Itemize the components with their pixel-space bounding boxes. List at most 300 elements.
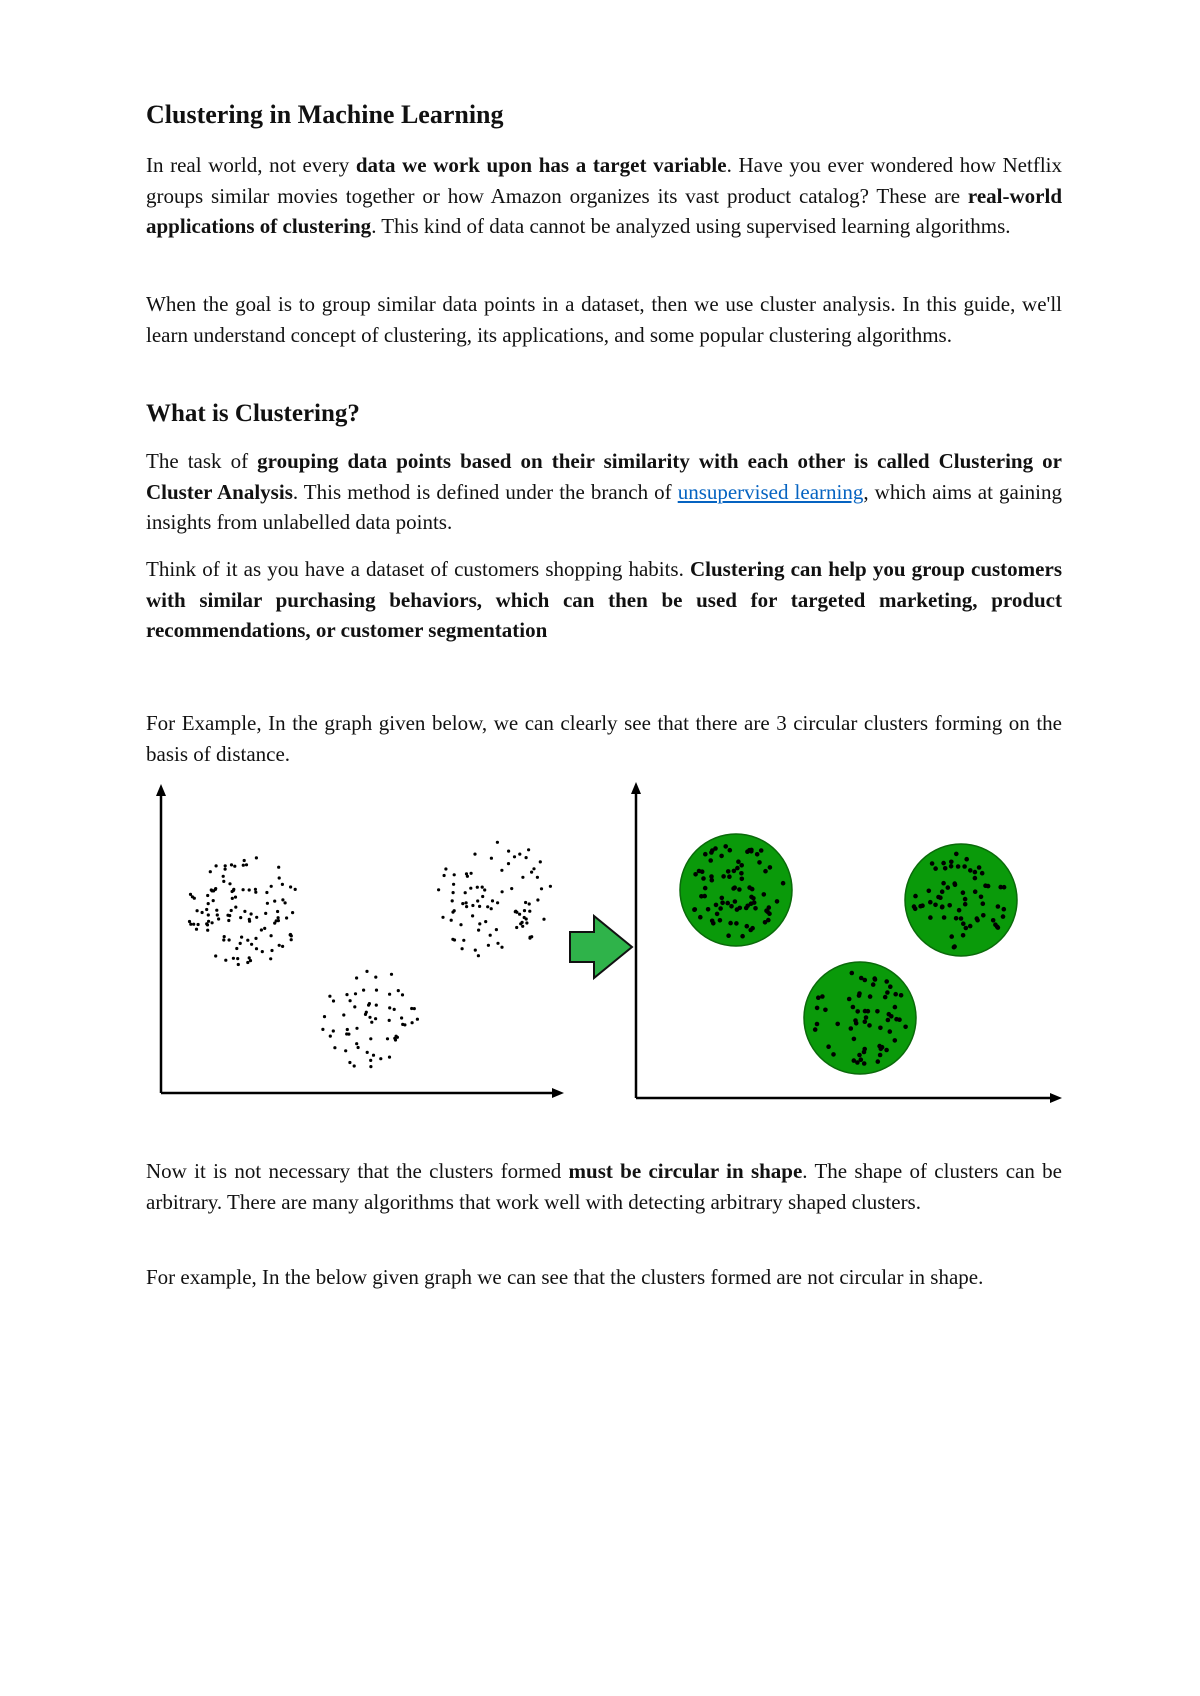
data-point <box>243 910 246 913</box>
data-point <box>940 889 945 894</box>
data-point <box>873 977 878 982</box>
data-point <box>525 917 528 920</box>
data-point <box>528 902 531 905</box>
data-point <box>745 924 750 929</box>
data-point <box>496 901 499 904</box>
data-point <box>496 841 499 844</box>
data-point <box>444 867 447 870</box>
data-point <box>968 924 973 929</box>
data-point <box>205 908 208 911</box>
data-point <box>868 994 873 999</box>
data-point <box>727 874 732 879</box>
data-point <box>699 894 704 899</box>
data-point <box>510 887 513 890</box>
data-point <box>210 888 213 891</box>
data-point <box>852 1037 857 1042</box>
data-point <box>864 1015 869 1020</box>
data-point <box>224 959 227 962</box>
data-point <box>899 993 904 998</box>
data-point <box>355 1042 358 1045</box>
data-point <box>323 1015 326 1018</box>
data-point <box>963 897 968 902</box>
data-point <box>767 905 772 910</box>
data-point <box>903 1025 908 1030</box>
data-point <box>745 849 750 854</box>
data-point <box>207 913 210 916</box>
data-point <box>230 863 233 866</box>
data-point <box>281 945 284 948</box>
data-point <box>732 869 737 874</box>
data-point <box>981 913 986 918</box>
data-point <box>461 902 464 905</box>
data-point <box>464 891 467 894</box>
data-point <box>332 999 335 1002</box>
data-point <box>755 852 760 857</box>
page-title: Clustering in Machine Learning <box>146 100 504 129</box>
data-point <box>964 857 969 862</box>
data-point <box>273 900 276 903</box>
data-point <box>703 886 708 891</box>
data-point <box>893 1005 898 1010</box>
data-point <box>859 976 864 981</box>
intro-bold-1: data we work upon has a target variable <box>355 153 727 177</box>
customers-text-1: Think of it as you have a dataset of customers shopping habits. <box>146 557 690 581</box>
data-point <box>396 1036 399 1039</box>
data-point <box>487 944 490 947</box>
intro-text-2: . Have you ever wondered how Netflix groups similar movies together or how Amazon organizes its vast product catalog? These are <box>146 153 1062 208</box>
data-point <box>216 913 219 916</box>
right-y-arrowhead-icon <box>631 782 641 794</box>
data-point <box>933 866 938 871</box>
data-point <box>920 903 925 908</box>
data-point <box>718 906 723 911</box>
data-point <box>733 899 738 904</box>
data-point <box>486 905 489 908</box>
data-point <box>443 874 446 877</box>
data-point <box>820 994 825 999</box>
intro-paragraph <box>146 150 1062 242</box>
data-point <box>850 971 855 976</box>
data-point <box>857 1053 862 1058</box>
data-point <box>483 888 486 891</box>
data-point <box>196 909 199 912</box>
data-point <box>270 885 273 888</box>
data-point <box>481 895 484 898</box>
def-text-3: , which aims at gaining insights from unlabelled data points. <box>146 479 1062 534</box>
data-point <box>333 1046 336 1049</box>
data-point <box>867 1023 872 1028</box>
data-point <box>496 942 499 945</box>
data-point <box>495 928 498 931</box>
data-point <box>235 947 238 950</box>
data-point <box>237 963 240 966</box>
data-point <box>767 911 772 916</box>
data-point <box>369 1059 372 1062</box>
data-point <box>452 883 455 886</box>
data-point <box>192 923 195 926</box>
data-point <box>721 874 726 879</box>
data-point <box>886 1018 891 1023</box>
data-point <box>964 926 969 931</box>
data-point <box>473 853 476 856</box>
data-point <box>539 860 542 863</box>
data-point <box>291 911 294 914</box>
data-point <box>362 989 365 992</box>
data-point <box>278 876 281 879</box>
data-point <box>365 970 368 973</box>
data-point <box>250 943 253 946</box>
data-point <box>942 915 947 920</box>
data-point <box>477 929 480 932</box>
data-point <box>332 1029 335 1032</box>
data-point <box>1002 885 1007 890</box>
data-point <box>968 868 973 873</box>
data-point <box>206 923 209 926</box>
data-point <box>781 881 786 886</box>
cluster-1 <box>680 834 792 946</box>
customers-bold-1: Clustering can help you group customers with similar purchasing behaviors, which can then be used for targeted marketing, product recommendations, or customer segmentation <box>146 557 1062 642</box>
data-point <box>386 1037 389 1040</box>
data-point <box>222 880 225 883</box>
data-point <box>369 1065 372 1068</box>
data-point <box>928 900 933 905</box>
data-point <box>290 938 293 941</box>
data-point <box>961 921 966 926</box>
data-point <box>490 857 493 860</box>
data-point <box>368 1016 371 1019</box>
data-point <box>749 895 754 900</box>
noncircular-example-paragraph: For example, In the below given graph we can see that the clusters formed are not circular in shape. <box>146 1265 984 1289</box>
data-point <box>248 888 251 891</box>
data-point <box>954 852 959 857</box>
data-point <box>952 945 957 950</box>
data-point <box>375 1004 378 1007</box>
data-point <box>411 1021 414 1024</box>
data-point <box>708 858 713 863</box>
data-point <box>996 904 1001 909</box>
data-point <box>469 887 472 890</box>
data-point <box>481 886 484 889</box>
data-point <box>726 933 731 938</box>
data-point <box>739 863 744 868</box>
data-point <box>476 899 479 902</box>
data-point <box>879 1047 884 1052</box>
data-point <box>884 1048 889 1053</box>
data-point <box>855 1009 860 1014</box>
data-point <box>261 950 264 953</box>
data-point <box>876 1059 881 1064</box>
data-point <box>278 944 281 947</box>
data-point <box>224 864 227 867</box>
data-point <box>453 938 456 941</box>
data-point <box>390 973 393 976</box>
data-point <box>857 993 862 998</box>
data-point <box>437 888 440 891</box>
data-point <box>401 993 404 996</box>
data-point <box>397 989 400 992</box>
data-point <box>975 916 980 921</box>
data-point <box>275 919 278 922</box>
data-point <box>230 909 233 912</box>
def-bold-1: grouping data points based on their similarity with each other is called Clustering or Cluster Analysis <box>146 449 1062 504</box>
data-point <box>212 899 215 902</box>
data-point <box>768 865 773 870</box>
data-point <box>759 848 764 853</box>
data-point <box>478 905 481 908</box>
data-point <box>477 954 480 957</box>
data-point <box>954 916 959 921</box>
data-point <box>703 852 708 857</box>
data-point <box>207 920 210 923</box>
data-point <box>370 1021 373 1024</box>
data-point <box>285 916 288 919</box>
data-point <box>413 1007 416 1010</box>
data-point <box>222 875 225 878</box>
data-point <box>713 846 718 851</box>
intro-bold-2: real-world applications of clustering <box>146 183 1062 238</box>
data-point <box>715 912 720 917</box>
data-point <box>521 921 524 924</box>
data-point <box>700 869 705 874</box>
data-point <box>962 864 967 869</box>
data-point <box>206 929 209 932</box>
data-point <box>478 922 481 925</box>
data-point <box>725 901 730 906</box>
data-point <box>242 864 245 867</box>
data-point <box>734 921 739 926</box>
unsupervised-learning-link[interactable]: unsupervised learning <box>677 479 864 504</box>
data-point <box>938 895 943 900</box>
data-point <box>403 1023 406 1026</box>
shape-text-2: . The shape of clusters can be arbitrary. There are many algorithms that work well with detecting arbitrary shaped clusters. <box>146 1159 1062 1214</box>
data-point <box>453 873 456 876</box>
data-point <box>878 1053 883 1058</box>
data-point <box>518 913 521 916</box>
data-point <box>260 928 263 931</box>
data-point <box>507 850 510 853</box>
data-point <box>973 889 978 894</box>
section-heading-what-is-clustering: What is Clustering? <box>146 400 360 427</box>
data-point <box>375 989 378 992</box>
data-point <box>775 899 780 904</box>
def-text-1: The task of <box>146 449 258 473</box>
data-point <box>835 1022 840 1027</box>
data-point <box>248 918 251 921</box>
data-point <box>214 954 217 957</box>
graph-intro-paragraph: For Example, In the graph given below, we can clearly see that there are 3 circular clusters forming on the basis of distance. <box>146 711 1062 766</box>
cluster-circle <box>905 844 1017 956</box>
data-point <box>277 866 280 869</box>
data-point <box>525 921 528 924</box>
data-point <box>740 934 745 939</box>
data-point <box>763 920 768 925</box>
data-point <box>862 1050 867 1055</box>
data-point <box>465 872 468 875</box>
data-point <box>388 1006 391 1009</box>
data-point <box>980 871 985 876</box>
data-point <box>863 1009 868 1014</box>
data-point <box>862 1061 867 1066</box>
data-point <box>227 919 230 922</box>
data-point <box>540 887 543 890</box>
data-point <box>321 1028 324 1031</box>
data-point <box>514 910 517 913</box>
data-point <box>961 933 966 938</box>
data-point <box>264 912 267 915</box>
cluster-3 <box>804 962 916 1074</box>
data-point <box>215 909 218 912</box>
data-point <box>523 909 526 912</box>
data-point <box>471 904 474 907</box>
data-point <box>329 1035 332 1038</box>
data-point <box>513 855 516 858</box>
data-point <box>294 888 297 891</box>
data-point <box>536 876 539 879</box>
data-point <box>928 915 933 920</box>
data-point <box>941 861 946 866</box>
data-point <box>709 874 714 879</box>
data-point <box>977 865 982 870</box>
data-point <box>239 916 242 919</box>
data-point <box>242 888 245 891</box>
data-point <box>236 957 239 960</box>
data-point <box>816 995 821 1000</box>
data-point <box>996 925 1001 930</box>
data-point <box>270 949 273 952</box>
clustering-figure <box>146 780 1066 1110</box>
data-point <box>849 1026 854 1031</box>
data-point <box>453 909 456 912</box>
data-point <box>254 888 257 891</box>
data-point <box>728 848 733 853</box>
data-point <box>941 881 946 886</box>
data-point <box>692 907 697 912</box>
data-point <box>211 921 214 924</box>
data-point <box>515 926 518 929</box>
cluster-2 <box>905 844 1017 956</box>
data-point <box>815 1006 820 1011</box>
data-point <box>255 856 258 859</box>
definition-paragraph <box>146 446 1062 538</box>
data-point <box>532 867 535 870</box>
data-point <box>232 888 235 891</box>
data-point <box>518 853 521 856</box>
data-point <box>349 999 352 1002</box>
data-point <box>1002 907 1007 912</box>
data-point <box>729 904 734 909</box>
data-point <box>738 906 743 911</box>
data-point <box>347 1033 350 1036</box>
data-point <box>207 902 210 905</box>
data-point <box>720 901 725 906</box>
data-point <box>959 916 964 921</box>
data-point <box>723 844 728 849</box>
data-point <box>542 918 545 921</box>
data-point <box>983 883 988 888</box>
data-point <box>269 957 272 960</box>
data-point <box>728 921 733 926</box>
data-point <box>888 984 893 989</box>
data-point <box>416 1018 419 1021</box>
data-point <box>476 886 479 889</box>
data-point <box>883 995 888 1000</box>
data-point <box>720 896 725 901</box>
data-point <box>823 1008 828 1013</box>
data-point <box>871 982 876 987</box>
data-point <box>188 920 191 923</box>
data-point <box>714 903 719 908</box>
data-point <box>981 901 986 906</box>
data-point <box>344 1049 347 1052</box>
clustering-diagram <box>146 780 1066 1110</box>
data-point <box>897 1017 902 1022</box>
data-point <box>736 859 741 864</box>
data-point <box>234 906 237 909</box>
data-point <box>369 1037 372 1040</box>
data-point <box>500 869 503 872</box>
data-point <box>471 914 474 917</box>
data-point <box>289 885 292 888</box>
data-point <box>270 934 273 937</box>
intro-text-1: In real world, not every <box>146 153 356 177</box>
shape-note-paragraph <box>146 1156 1062 1217</box>
data-point <box>737 887 742 892</box>
shape-text-1: Now it is not necessary that the clusters formed <box>146 1159 569 1183</box>
data-point <box>353 1005 356 1008</box>
data-point <box>222 938 225 941</box>
data-point <box>246 939 249 942</box>
data-point <box>693 872 698 877</box>
data-point <box>246 961 249 964</box>
data-point <box>851 1005 856 1010</box>
data-point <box>753 906 758 911</box>
data-point <box>243 859 246 862</box>
data-point <box>719 854 724 859</box>
right-x-arrowhead-icon <box>1050 1093 1062 1103</box>
data-point <box>949 860 954 865</box>
data-point <box>388 1019 391 1022</box>
data-point <box>521 876 524 879</box>
data-point <box>240 936 243 939</box>
data-point <box>963 902 968 907</box>
data-point <box>357 1046 360 1049</box>
data-point <box>263 927 266 930</box>
data-point <box>355 976 358 979</box>
data-point <box>214 888 217 891</box>
data-point <box>706 907 711 912</box>
data-point <box>859 1057 864 1062</box>
data-point <box>501 890 504 893</box>
intro-paragraph-2: When the goal is to group similar data points in a dataset, then we use cluster analysis. In this guide, we'll learn understand concept of clustering, its applications, and some popular clustering algorithms. <box>146 292 1062 347</box>
data-point <box>353 1064 356 1067</box>
data-point <box>388 993 391 996</box>
data-point <box>933 903 938 908</box>
data-point <box>450 919 453 922</box>
data-point <box>266 902 269 905</box>
data-point <box>354 992 357 995</box>
data-point <box>536 898 539 901</box>
data-point <box>698 915 703 920</box>
data-point <box>831 1052 836 1057</box>
data-point <box>366 1051 369 1054</box>
shape-bold-1: must be circular in shape <box>568 1159 803 1183</box>
data-point <box>943 866 948 871</box>
data-point <box>940 905 945 910</box>
data-point <box>250 912 253 915</box>
data-point <box>852 1058 857 1063</box>
data-point <box>757 860 762 865</box>
data-point <box>710 919 715 924</box>
